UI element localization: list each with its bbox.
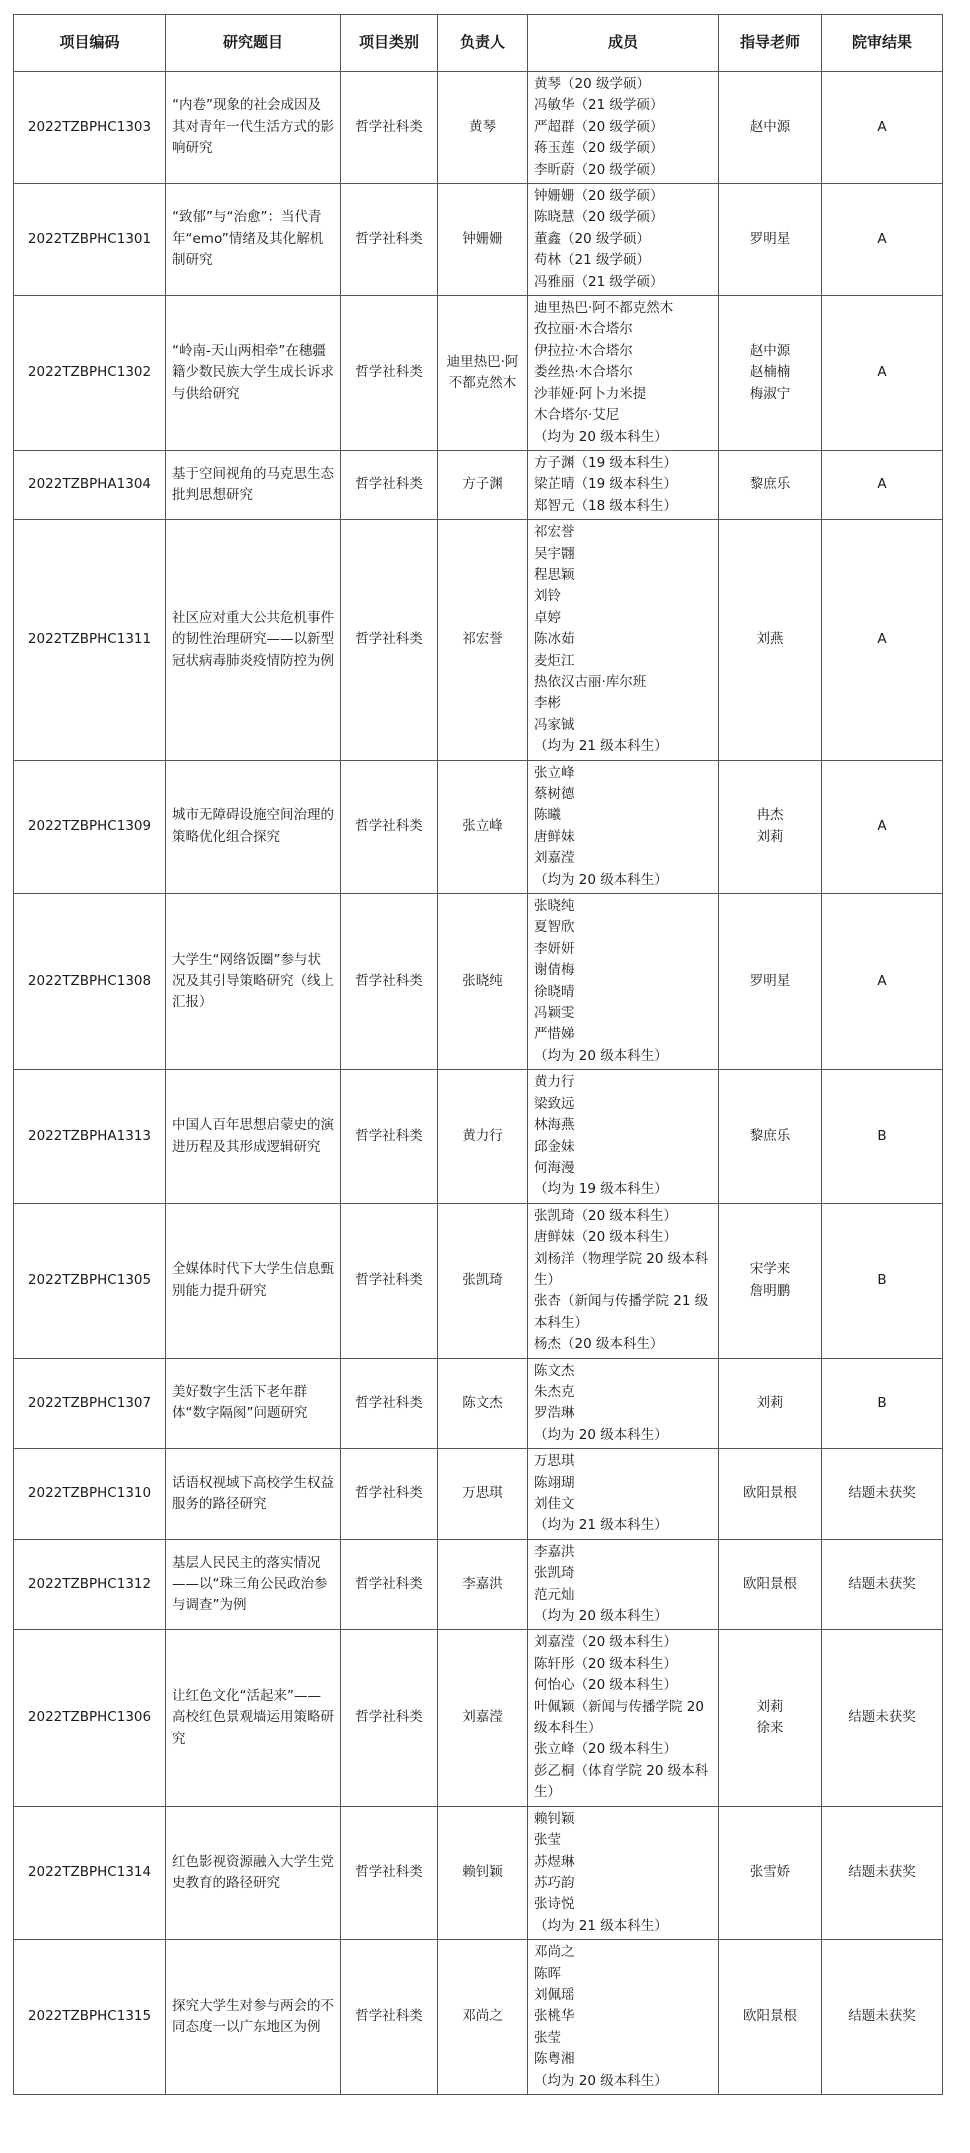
advisor-item: 赵中源 [749, 118, 791, 135]
members-item: 程思颖 [534, 566, 575, 583]
leader-cell: 邓尚之 [438, 1940, 528, 2095]
advisor-item: 徐来 [756, 1720, 784, 1737]
project-code-cell: 2022TZBPHC1301 [14, 184, 166, 296]
members-item: 刘佩瑶 [534, 1986, 575, 2003]
members-item: 邱金妹 [534, 1138, 575, 1155]
review-result-cell: A [822, 184, 943, 296]
table-row [14, 296, 943, 451]
advisor-item: 黎庶乐 [749, 476, 791, 493]
advisor-cell [719, 1358, 822, 1449]
table-row [14, 1070, 943, 1203]
review-result-cell: A [822, 450, 943, 519]
members-item: 张杏（新闻与传播学院 21 级本科生） [534, 1293, 709, 1331]
advisor-cell [719, 520, 822, 760]
project-category-cell: 哲学社科类 [341, 1630, 438, 1806]
members-item: 李妍妍 [534, 940, 575, 957]
members-item: 叶佩颖（新闻与传播学院 20 级本科生） [534, 1698, 704, 1737]
members-item: 伊拉拉·木合塔尔 [534, 342, 633, 359]
advisor-item: 刘燕 [756, 631, 784, 648]
advisor-item: 刘莉 [756, 1394, 784, 1411]
project-code-cell: 2022TZBPHC1310 [14, 1449, 166, 1540]
research-title-cell: 大学生“网络饭圈”参与状况及其引导策略研究（线上汇报） [166, 894, 341, 1070]
members-item: 陈轩彤（20 级本科生） [534, 1655, 677, 1672]
advisor-item: 赵楠楠 [749, 364, 791, 381]
review-result-cell: B [822, 1203, 943, 1358]
members-item: 严超群（20 级学硕） [534, 118, 664, 135]
members-cell [528, 520, 719, 760]
advisor-cell [719, 1539, 822, 1630]
project-code-cell: 2022TZBPHC1303 [14, 72, 166, 184]
members-item: 董鑫（20 级学硕） [534, 230, 650, 247]
members-item: 刘佳文 [534, 1496, 575, 1512]
members-item: 陈晓慧（20 级学硕） [534, 209, 664, 226]
leader-cell: 祁宏誉 [438, 520, 528, 760]
project-category-cell: 哲学社科类 [341, 184, 438, 296]
members-item: 张莹 [534, 1832, 561, 1849]
project-category-cell: 哲学社科类 [341, 450, 438, 519]
project-code-cell: 2022TZBPHC1307 [14, 1358, 166, 1449]
members-cell [528, 72, 719, 184]
header-row [14, 15, 943, 72]
members-item: （均为 21 级本科生） [534, 738, 668, 755]
header-project-code: 项目编码 [14, 15, 166, 72]
members-item: 李彬 [534, 695, 561, 712]
members-item: 梁致远 [534, 1095, 575, 1112]
members-cell [528, 1358, 719, 1449]
members-item: 方子渊（19 级本科生） [534, 454, 677, 471]
advisor-cell [719, 1203, 822, 1358]
members-item: 迪里热巴·阿不都克然木 [534, 300, 674, 317]
leader-cell: 黄琴 [438, 72, 528, 184]
members-item: 张诗悦 [534, 1896, 575, 1913]
members-item: 陈翊瑚 [534, 1474, 575, 1491]
members-item: 陈粤湘 [534, 2051, 575, 2068]
members-item: 孜拉丽·木合塔尔 [534, 321, 633, 338]
leader-cell: 刘嘉滢 [438, 1630, 528, 1806]
review-result-cell: A [822, 296, 943, 451]
members-item: （均为 20 级本科生） [534, 1608, 668, 1625]
members-item: 梁芷晴（19 级本科生） [534, 476, 677, 493]
members-item: 木合塔尔·艾尼 [534, 407, 620, 424]
members-item: 苏巧韵 [534, 1874, 575, 1891]
review-result-cell: A [822, 72, 943, 184]
project-category-cell: 哲学社科类 [341, 760, 438, 893]
table-row [14, 1203, 943, 1358]
members-item: 唐鲜妹（20 级本科生） [534, 1229, 677, 1246]
members-item: 张晓纯 [534, 898, 575, 915]
research-title-cell: “岭南-天山两相牵”在穗疆籍少数民族大学生成长诉求与供给研究 [166, 296, 341, 451]
members-item: 李昕蔚（20 级学硕） [534, 161, 664, 178]
research-title-cell: 社区应对重大公共危机事件的韧性治理研究——以新型冠状病毒肺炎疫情防控为例 [166, 520, 341, 760]
advisor-item: 宋学来 [749, 1261, 791, 1278]
members-item: 祁宏誉 [534, 524, 575, 541]
leader-cell: 张晓纯 [438, 894, 528, 1070]
members-item: 冯家铖 [534, 716, 575, 733]
table-row [14, 760, 943, 893]
members-item: 娄丝热·木合塔尔 [534, 364, 633, 381]
members-cell [528, 184, 719, 296]
advisor-item: 刘莉 [756, 828, 784, 845]
members-cell [528, 894, 719, 1070]
advisor-cell [719, 1449, 822, 1540]
members-item: 刘嘉滢 [534, 850, 575, 867]
research-title-cell: 探究大学生对参与两会的不同态度一以广东地区为例 [166, 1940, 341, 2095]
members-item: 张桃华 [534, 2008, 575, 2025]
members-cell [528, 760, 719, 893]
members-item: 冯敏华（21 级学硕） [534, 97, 664, 114]
review-result-cell: A [822, 760, 943, 893]
table-row [14, 1358, 943, 1449]
advisor-item: 冉杰 [756, 807, 784, 824]
leader-cell: 李嘉洪 [438, 1539, 528, 1630]
project-code-cell: 2022TZBPHC1306 [14, 1630, 166, 1806]
members-item: 张立峰（20 级本科生） [534, 1741, 677, 1758]
advisor-cell [719, 1940, 822, 2095]
project-code-cell: 2022TZBPHC1314 [14, 1806, 166, 1939]
project-category-cell: 哲学社科类 [341, 1940, 438, 2095]
members-cell [528, 1940, 719, 2095]
members-item: 范元灿 [534, 1586, 575, 1603]
members-item: 唐鲜妹 [534, 828, 575, 845]
members-cell [528, 1630, 719, 1806]
members-item: （均为 19 级本科生） [534, 1181, 668, 1198]
members-item: 刘铃 [534, 588, 561, 605]
review-result-cell: B [822, 1358, 943, 1449]
research-title-cell: 城市无障碍设施空间治理的策略优化组合探究 [166, 760, 341, 893]
advisor-item: 詹明鹏 [749, 1282, 791, 1299]
members-item: 刘嘉滢（20 级本科生） [534, 1634, 677, 1651]
leader-cell: 张凯琦 [438, 1203, 528, 1358]
members-item: 黄力行 [534, 1074, 575, 1091]
members-item: 何海漫 [534, 1159, 575, 1176]
review-result-cell: A [822, 894, 943, 1070]
research-title-cell: 基于空间视角的马克思生态批判思想研究 [166, 450, 341, 519]
members-item: 何怡心（20 级本科生） [534, 1677, 677, 1694]
project-category-cell: 哲学社科类 [341, 1449, 438, 1540]
members-item: 沙菲娅·阿卜力米提 [534, 385, 647, 402]
project-code-cell: 2022TZBPHA1313 [14, 1070, 166, 1203]
table-row [14, 450, 943, 519]
members-item: 朱杰克 [534, 1383, 575, 1400]
advisor-item: 欧阳景根 [743, 1575, 797, 1592]
members-item: 邓尚之 [534, 1944, 575, 1961]
advisor-cell [719, 1070, 822, 1203]
members-item: （均为 21 级本科生） [534, 1517, 668, 1534]
members-cell [528, 1070, 719, 1203]
leader-cell: 万思琪 [438, 1449, 528, 1540]
members-item: 吴宇翾 [534, 545, 575, 562]
advisor-cell [719, 184, 822, 296]
project-category-cell: 哲学社科类 [341, 894, 438, 1070]
leader-cell: 黄力行 [438, 1070, 528, 1203]
research-title-cell: “致郁”与“治愈”：当代青年“emo”情绪及其化解机制研究 [166, 184, 341, 296]
leader-cell: 迪里热巴·阿不都克然木 [438, 296, 528, 451]
advisor-item: 刘莉 [756, 1698, 784, 1715]
advisor-cell [719, 894, 822, 1070]
header-project-category: 项目类别 [341, 15, 438, 72]
header-advisor: 指导老师 [719, 15, 822, 72]
research-title-cell: “内卷”现象的社会成因及其对青年一代生活方式的影响研究 [166, 72, 341, 184]
research-title-cell: 美好数字生活下老年群体“数字隔阂”问题研究 [166, 1358, 341, 1449]
members-item: 林海燕 [534, 1117, 575, 1134]
advisor-cell [719, 72, 822, 184]
leader-cell: 张立峰 [438, 760, 528, 893]
members-item: 张立峰 [534, 764, 575, 781]
project-code-cell: 2022TZBPHC1308 [14, 894, 166, 1070]
leader-cell: 方子渊 [438, 450, 528, 519]
project-category-cell: 哲学社科类 [341, 520, 438, 760]
review-result-cell: 结题未获奖 [822, 1630, 943, 1806]
project-code-cell: 2022TZBPHC1312 [14, 1539, 166, 1630]
project-code-cell: 2022TZBPHC1305 [14, 1203, 166, 1358]
table-row [14, 1630, 943, 1806]
review-result-cell: A [822, 520, 943, 760]
project-code-cell: 2022TZBPHC1309 [14, 760, 166, 893]
members-cell [528, 1203, 719, 1358]
research-title-cell: 让红色文化“活起来”——高校红色景观墙运用策略研究 [166, 1630, 341, 1806]
project-category-cell: 哲学社科类 [341, 296, 438, 451]
research-title-cell: 全媒体时代下大学生信息甄别能力提升研究 [166, 1203, 341, 1358]
members-cell [528, 450, 719, 519]
members-item: 万思琪 [534, 1453, 575, 1470]
members-item: 黄琴（20 级学硕） [534, 76, 650, 92]
members-item: 徐晓晴 [534, 983, 575, 1000]
project-category-cell: 哲学社科类 [341, 1203, 438, 1358]
advisor-cell [719, 1806, 822, 1939]
members-item: 蒋玉莲（20 级学硕） [534, 140, 664, 157]
members-item: 陈冰茹 [534, 631, 575, 648]
research-title-cell: 话语权视域下高校学生权益服务的路径研究 [166, 1449, 341, 1540]
advisor-item: 罗明星 [749, 230, 791, 247]
research-title-cell: 中国人百年思想启蒙史的演进历程及其形成逻辑研究 [166, 1070, 341, 1203]
project-category-cell: 哲学社科类 [341, 72, 438, 184]
members-item: 严惜娣 [534, 1026, 575, 1043]
members-item: （均为 20 级本科生） [534, 2072, 668, 2089]
members-item: （均为 20 级本科生） [534, 1047, 668, 1064]
advisor-item: 赵中源 [749, 342, 791, 359]
members-item: （均为 21 级本科生） [534, 1917, 668, 1934]
review-result-cell: 结题未获奖 [822, 1806, 943, 1939]
header-members: 成员 [528, 15, 719, 72]
members-item: 苏煜琳 [534, 1853, 575, 1870]
header-research-title: 研究题目 [166, 15, 341, 72]
research-title-cell: 基层人民民主的落实情况——以“珠三角公民政治参与调查”为例 [166, 1539, 341, 1630]
advisor-cell [719, 450, 822, 519]
members-item: （均为 20 级本科生） [534, 428, 668, 445]
members-item: 冯颖雯 [534, 1005, 575, 1022]
members-item: 陈晖 [534, 1965, 561, 1982]
members-item: 罗浩琳 [534, 1405, 575, 1422]
members-item: 热依汉古丽·库尔班 [534, 673, 647, 690]
advisor-cell [719, 760, 822, 893]
members-item: （均为 20 级本科生） [534, 871, 668, 888]
project-code-cell: 2022TZBPHA1304 [14, 450, 166, 519]
members-item: 钟姗姗（20 级学硕） [534, 188, 664, 205]
table-row [14, 184, 943, 296]
project-code-cell: 2022TZBPHC1315 [14, 1940, 166, 2095]
members-item: 张莹 [534, 2029, 561, 2046]
review-result-cell: 结题未获奖 [822, 1539, 943, 1630]
members-cell [528, 296, 719, 451]
advisor-item: 张雪娇 [749, 1864, 791, 1881]
members-item: 蔡树德 [534, 786, 575, 802]
header-review-result: 院审结果 [822, 15, 943, 72]
members-item: 陈文杰 [534, 1362, 575, 1379]
members-item: 刘杨洋（物理学院 20 级本科生） [534, 1250, 709, 1288]
advisor-cell [719, 1630, 822, 1806]
members-cell [528, 1539, 719, 1630]
members-cell [528, 1449, 719, 1540]
table-row [14, 1449, 943, 1540]
advisor-cell [719, 296, 822, 451]
members-item: 赖钊颖 [534, 1810, 575, 1827]
leader-cell: 陈文杰 [438, 1358, 528, 1449]
table-row [14, 72, 943, 184]
review-result-cell: 结题未获奖 [822, 1940, 943, 2095]
project-category-cell: 哲学社科类 [341, 1539, 438, 1630]
project-review-table [13, 14, 943, 2095]
advisor-item: 梅淑宁 [749, 385, 791, 402]
leader-cell: 钟姗姗 [438, 184, 528, 296]
members-item: 张凯琦（20 级本科生） [534, 1207, 677, 1224]
project-category-cell: 哲学社科类 [341, 1806, 438, 1939]
members-cell [528, 1806, 719, 1939]
research-title-cell: 红色影视资源融入大学生党史教育的路径研究 [166, 1806, 341, 1939]
members-item: 彭乙桐（体育学院 20 级本科生） [534, 1762, 709, 1801]
members-item: （均为 20 级本科生） [534, 1426, 668, 1443]
project-code-cell: 2022TZBPHC1311 [14, 520, 166, 760]
members-item: 冯雅丽（21 级学硕） [534, 273, 664, 290]
members-item: 麦炬江 [534, 652, 575, 669]
members-item: 李嘉洪 [534, 1543, 575, 1560]
members-item: 陈曦 [534, 807, 561, 824]
members-item: 张凯琦 [534, 1565, 575, 1582]
advisor-item: 欧阳景根 [743, 2008, 797, 2025]
table-row [14, 1940, 943, 2095]
table-row [14, 894, 943, 1070]
members-item: 夏智欣 [534, 919, 575, 936]
table-row [14, 1806, 943, 1939]
members-item: 郑智元（18 级本科生） [534, 497, 677, 514]
members-item: 苟林（21 级学硕） [534, 252, 650, 269]
advisor-item: 欧阳景根 [743, 1485, 797, 1502]
advisor-item: 罗明星 [749, 972, 791, 989]
members-item: 卓婷 [534, 609, 561, 626]
members-item: 杨杰（20 级本科生） [534, 1336, 664, 1353]
table-row [14, 1539, 943, 1630]
project-category-cell: 哲学社科类 [341, 1358, 438, 1449]
leader-cell: 赖钊颖 [438, 1806, 528, 1939]
project-code-cell: 2022TZBPHC1302 [14, 296, 166, 451]
header-leader: 负责人 [438, 15, 528, 72]
review-result-cell: 结题未获奖 [822, 1449, 943, 1540]
review-result-cell: B [822, 1070, 943, 1203]
table-row [14, 520, 943, 760]
members-item: 谢倩梅 [534, 962, 575, 979]
project-category-cell: 哲学社科类 [341, 1070, 438, 1203]
advisor-item: 黎庶乐 [749, 1127, 791, 1144]
